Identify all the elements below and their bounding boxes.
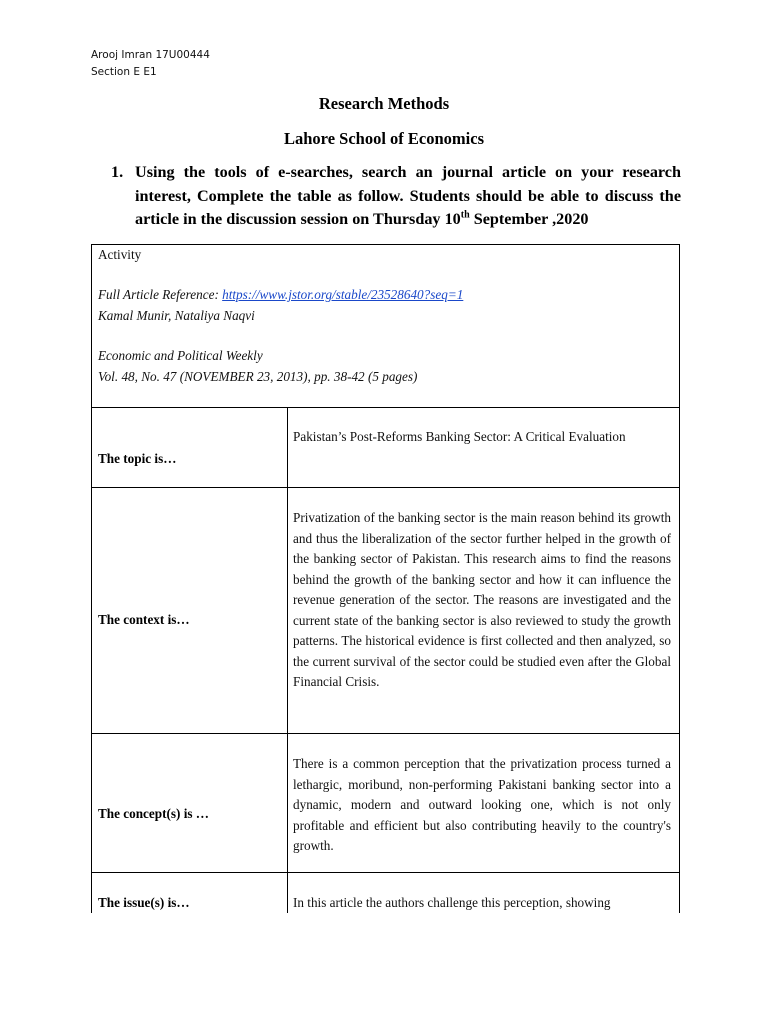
question-text-end: September ,2020 [469, 210, 589, 228]
row-label: The issue(s) is… [98, 895, 190, 910]
author-line: Arooj Imran 17U00444 [91, 49, 210, 61]
question-number: 1. [111, 163, 124, 181]
table-row-topic [92, 407, 679, 488]
volume-line: Vol. 48, No. 47 (NOVEMBER 23, 2013), pp. 38-42 (5 pages) [98, 368, 418, 384]
table-row-concept [92, 734, 679, 873]
school-title: Lahore School of Economics [284, 129, 484, 148]
question-text-main: Using the tools of e-searches, search an journal article on your research interest, Complete the table as follow. Students should be able to discuss the article in the discussion session on Thursday 10 [135, 163, 681, 228]
row-content: Privatization of the banking sector is the main reason behind its growth and thus the liberalization of the sector further helped in the growth of the banking sector of Pakistan. This research aims to find the reasons behind the growth of the banking sector and how it can influence the revenue generation of the sector. The reasons are investigated and the current state of the banking sector is also reviewed to study the growth patterns. The historical evidence is first collected and then analyzed, so the current survival of the sector could be studied even after the Global Financial Crisis. [293, 510, 671, 689]
row-label-cell [92, 407, 288, 487]
row-label: The topic is… [98, 451, 177, 466]
row-label: The concept(s) is … [98, 806, 209, 821]
table-row-context [92, 488, 679, 734]
row-content: Pakistan’s Post-Reforms Banking Sector: A Critical Evaluation [293, 429, 626, 444]
row-label-cell [92, 873, 288, 913]
reference-link[interactable]: https://www.jstor.org/stable/23528640?seq=1 [222, 287, 464, 302]
activity-cell [92, 245, 679, 408]
activity-label: Activity [98, 247, 142, 262]
reference-line [98, 285, 668, 306]
activity-table [91, 244, 680, 913]
authors-line: Kamal Munir, Nataliya Naqvi [98, 307, 255, 323]
row-content: There is a common perception that the privatization process turned a lethargic, moribund, non-performing Pakistani banking sector into a dynamic, modern and outward looking one, which is not only profitable and efficient but also contributing heavily to the country's growth. [293, 756, 671, 853]
question-item [111, 161, 681, 232]
row-content: In this article the authors challenge this perception, showing [293, 895, 611, 910]
header-meta [91, 47, 210, 81]
question-text [135, 161, 681, 232]
section-line: Section E E1 [91, 66, 157, 78]
journal-line: Economic and Political Weekly [98, 348, 263, 363]
row-label-cell [92, 734, 288, 872]
row-label: The context is… [98, 612, 190, 627]
row-label-cell [92, 488, 288, 733]
question-sup: th [460, 209, 470, 221]
reference-label: Full Article Reference: [98, 287, 223, 302]
table-row-issue [92, 873, 679, 913]
course-title: Research Methods [318, 94, 450, 113]
